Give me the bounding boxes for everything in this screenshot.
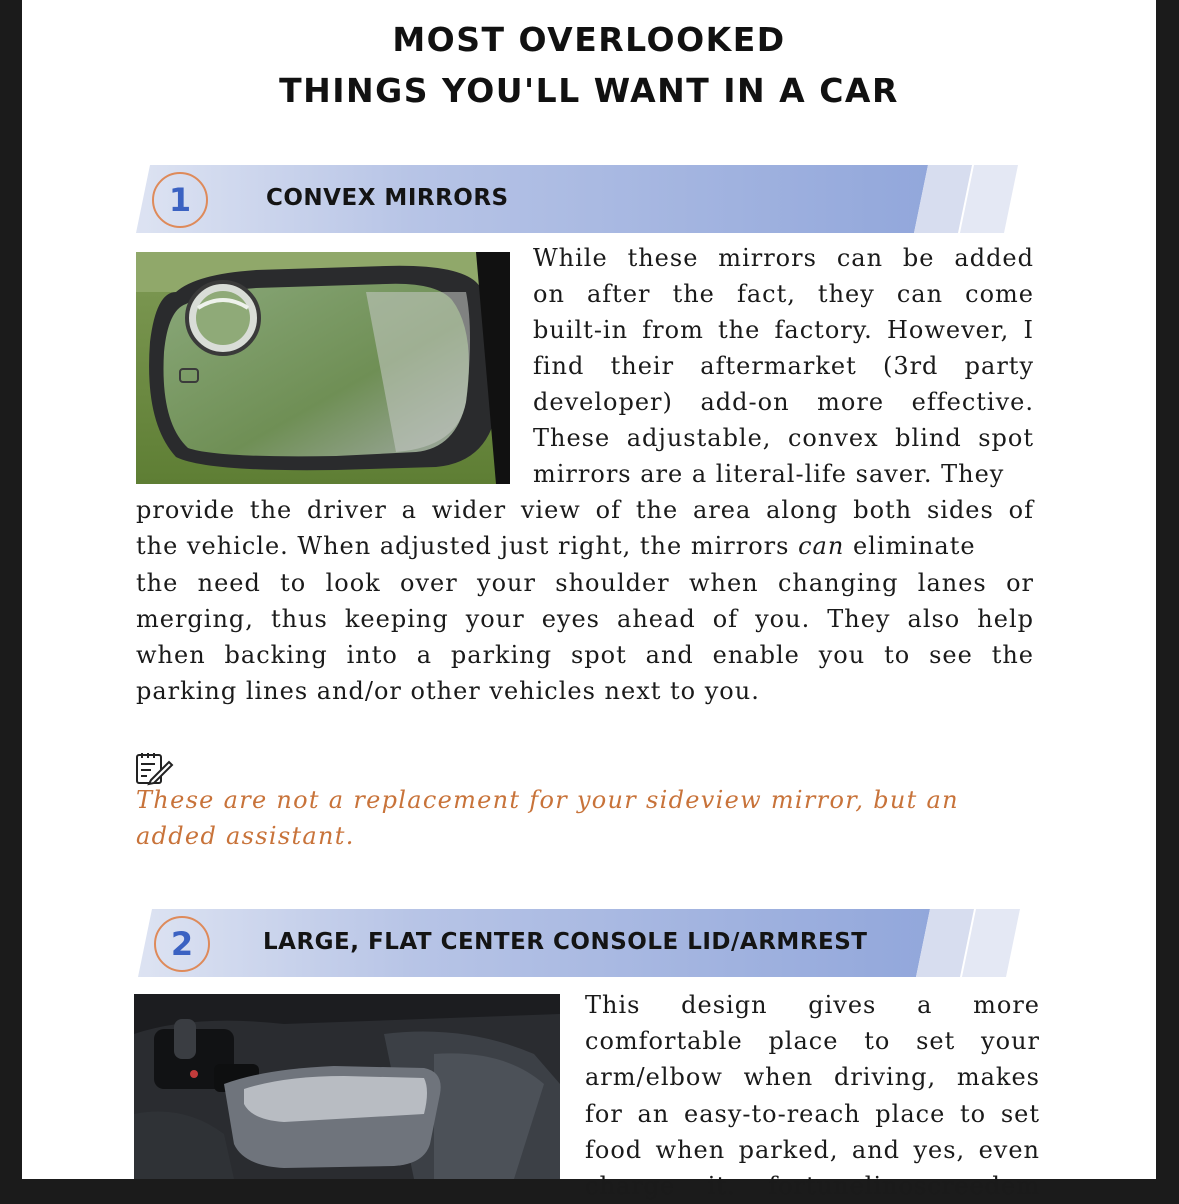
side-mirror-photo <box>136 252 510 484</box>
document-page <box>22 0 1156 1200</box>
body-text-run: the vehicle. When adjusted just right, the mirrors <box>136 532 799 560</box>
body-line: provide the driver a wider view of the area along both sides of <box>136 496 1034 524</box>
body-line: These adjustable, convex blind spot <box>533 424 1034 452</box>
center-console-photo <box>134 994 560 1179</box>
body-line: This design gives a more <box>585 991 1040 1019</box>
body-text-run: eliminate <box>844 532 976 560</box>
section-number-badge: 1 <box>152 172 208 228</box>
section-heading: LARGE, FLAT CENTER CONSOLE LID/ARMREST <box>263 929 868 955</box>
body-line: find their aftermarket (3rd party <box>533 352 1034 380</box>
page-title-line-1: MOST OVERLOOKED <box>392 20 786 59</box>
body-line: when backing into a parking spot and enable you to see the <box>136 641 1034 669</box>
body-line: on after the fact, they can come <box>533 280 1034 308</box>
note-edit-icon <box>135 750 173 786</box>
note-text: These are not a replacement for your sideview mirror, but an added assistant. <box>136 786 959 850</box>
body-line: mirrors are a literal-life saver. They <box>533 460 1005 488</box>
center-console-illustration <box>134 994 560 1179</box>
body-line: merging, thus keeping your eyes ahead of you. They also help <box>136 605 1034 633</box>
section-2-banner <box>138 909 1020 977</box>
section-1-banner <box>136 165 1018 233</box>
banner-band <box>136 165 928 233</box>
body-line: developer) add-on more effective. <box>533 388 1034 416</box>
body-line: charge it. fortunelinoscreedem <box>585 1172 1040 1200</box>
body-line: While these mirrors can be added <box>533 244 1034 272</box>
page-title-line-2: THINGS YOU'LL WANT IN A CAR <box>279 71 899 110</box>
body-line: food when parked, and yes, even <box>585 1136 1040 1164</box>
section-heading: CONVEX MIRRORS <box>266 185 509 211</box>
body-line: comfortable place to set your <box>585 1027 1040 1055</box>
body-line: for an easy-to-reach place to set <box>585 1100 1040 1128</box>
body-line: the need to look over your shoulder when changing lanes or <box>136 569 1034 597</box>
body-line-mixed <box>136 528 1034 564</box>
section-number-badge: 2 <box>154 916 210 972</box>
body-emphasis: can <box>798 532 845 560</box>
side-mirror-illustration <box>136 252 510 484</box>
body-line: parking lines and/or other vehicles next to you. <box>136 677 760 705</box>
body-line: built-in from the factory. However, I <box>533 316 1034 344</box>
body-line: arm/elbow when driving, makes <box>585 1063 1040 1091</box>
